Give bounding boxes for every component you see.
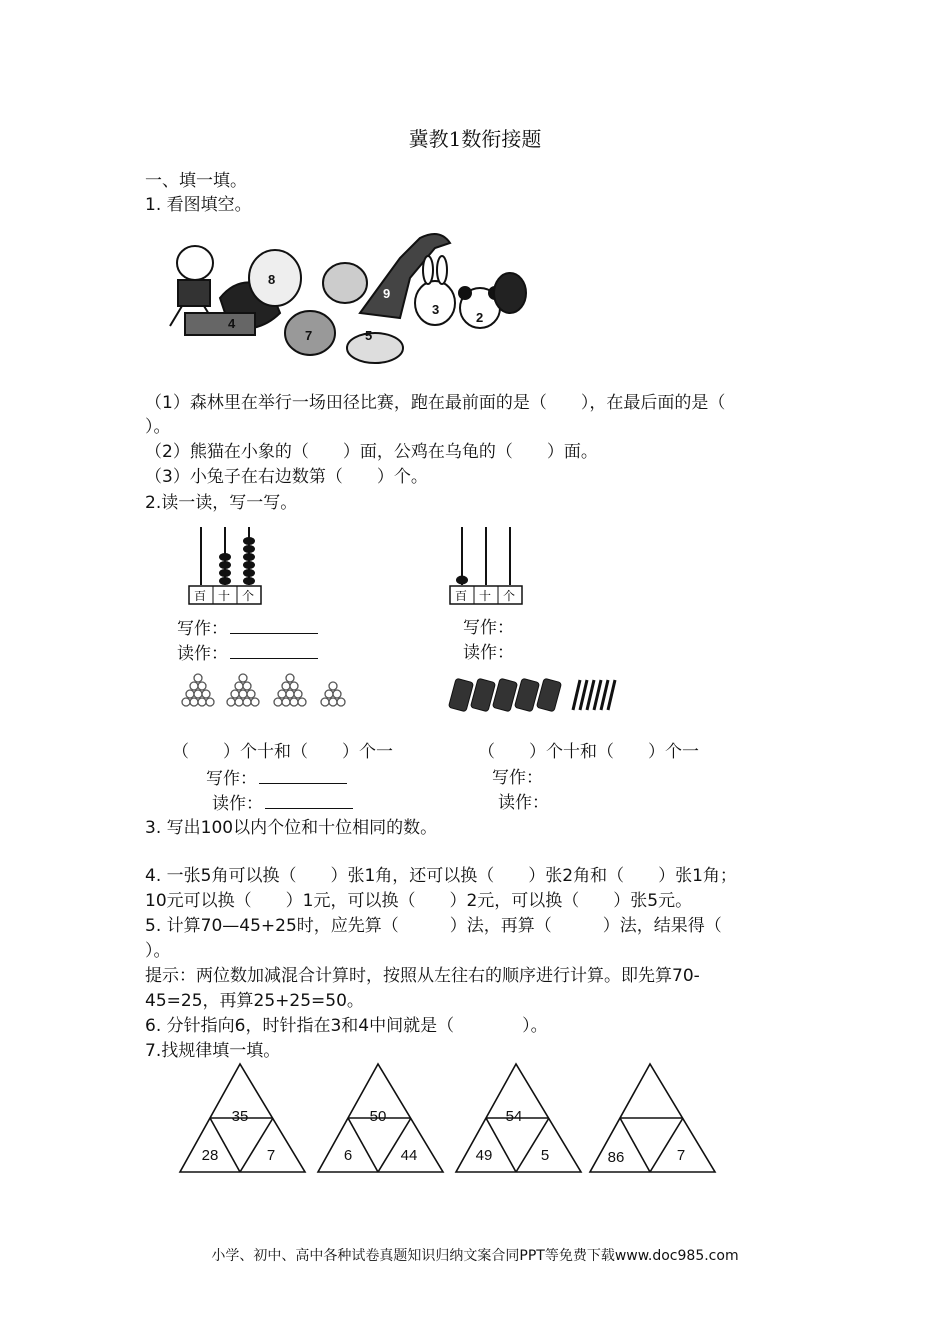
page-footer: 小学、初中、高中各种试卷真题知识归纳文案合同PPT等免费下载www.doc985.com <box>211 1248 739 1264</box>
runner-number: 2 <box>476 310 484 325</box>
page-title: 冀教1数衔接题 <box>408 127 542 151</box>
question-5-line-1: 5. 计算70—45+25时，应先算（ ）法，再算（ ）法，结果得（ <box>145 916 722 936</box>
write-as-line-2: 写作： <box>463 618 514 638</box>
triangle-4-left: 86 <box>607 1149 625 1166</box>
read-as-line-2: 读作： <box>463 643 514 663</box>
stick-bundles <box>448 672 623 717</box>
question-1-sub-2: （2）熊猫在小象的（ ）面，公鸡在乌龟的（ ）面。 <box>145 442 598 462</box>
abacus-label-hundreds: 百 <box>194 589 207 603</box>
write-as-line-4: 写作： <box>492 768 543 788</box>
question-4-line-2: 10元可以换（ ）1元，可以换（ ）2元，可以换（ ）张5元。 <box>145 891 693 911</box>
hint-line-2: 45=25，再算25+25=50。 <box>145 991 364 1011</box>
triangle-2-right: 44 <box>400 1147 418 1164</box>
read-as-line-4: 读作： <box>498 793 549 813</box>
runner-number: 7 <box>305 328 313 343</box>
bead-pyramids <box>178 670 353 715</box>
question-1-sub-1: （1）森林里在举行一场田径比赛，跑在最前面的是（ ），在最后面的是（ <box>145 393 726 413</box>
question-6: 6. 分针指向6，时针指在3和4中间就是（ ）。 <box>145 1016 548 1036</box>
runner-number: 3 <box>432 302 440 317</box>
triangle-1-top: 35 <box>231 1108 249 1125</box>
read-as-line-3: 读作： <box>212 792 353 815</box>
triangle-3-left: 49 <box>475 1147 493 1164</box>
question-1-heading: 1. 看图填空。 <box>145 195 252 215</box>
runner-number: 8 <box>268 272 276 287</box>
write-as-line-3: 写作： <box>206 767 347 790</box>
triangle-3-top: 54 <box>505 1108 523 1125</box>
abacus-label-tens: 十 <box>479 589 492 603</box>
abacus-label-ones: 个 <box>242 589 255 603</box>
question-3: 3. 写出100以内个位和十位相同的数。 <box>145 818 438 838</box>
question-2-heading: 2.读一读，写一写。 <box>145 493 298 513</box>
abacus-right <box>446 525 526 607</box>
write-as-line-1: 写作： <box>177 617 318 640</box>
number-triangles <box>175 1062 720 1177</box>
triangle-2-top: 50 <box>369 1108 387 1125</box>
triangle-2-left: 6 <box>343 1147 353 1164</box>
abacus-label-ones: 个 <box>503 589 516 603</box>
section-heading: 一、填一填。 <box>145 171 247 191</box>
abacus-left <box>185 525 265 607</box>
triangle-3-right: 5 <box>540 1147 550 1164</box>
abacus-label-tens: 十 <box>218 589 231 603</box>
tens-ones-right: （ ）个十和（ ）个一 <box>478 742 699 762</box>
triangle-1-left: 28 <box>201 1147 219 1164</box>
question-7-heading: 7.找规律填一填。 <box>145 1041 281 1061</box>
runner-number: 5 <box>365 328 373 343</box>
runner-number: 4 <box>228 316 236 331</box>
running-animals-illustration <box>160 218 535 378</box>
abacus-label-hundreds: 百 <box>455 589 468 603</box>
question-5-line-2: ）。 <box>145 941 171 961</box>
read-as-line-1: 读作： <box>177 642 318 665</box>
question-4-line-1: 4. 一张5角可以换（ ）张1角，还可以换（ ）张2角和（ ）张1角； <box>145 866 737 886</box>
runner-number: 9 <box>383 286 391 301</box>
question-1-sub-3: （3）小兔子在右边数第（ ）个。 <box>145 467 428 487</box>
question-1-sub-1-end: ）。 <box>145 417 171 437</box>
triangle-1-right: 7 <box>266 1147 276 1164</box>
hint-line-1: 提示：两位数加减混合计算时，按照从左往右的顺序进行计算。即先算70- <box>145 966 700 986</box>
triangle-4-right: 7 <box>676 1147 686 1164</box>
tens-ones-left: （ ）个十和（ ）个一 <box>172 742 393 762</box>
